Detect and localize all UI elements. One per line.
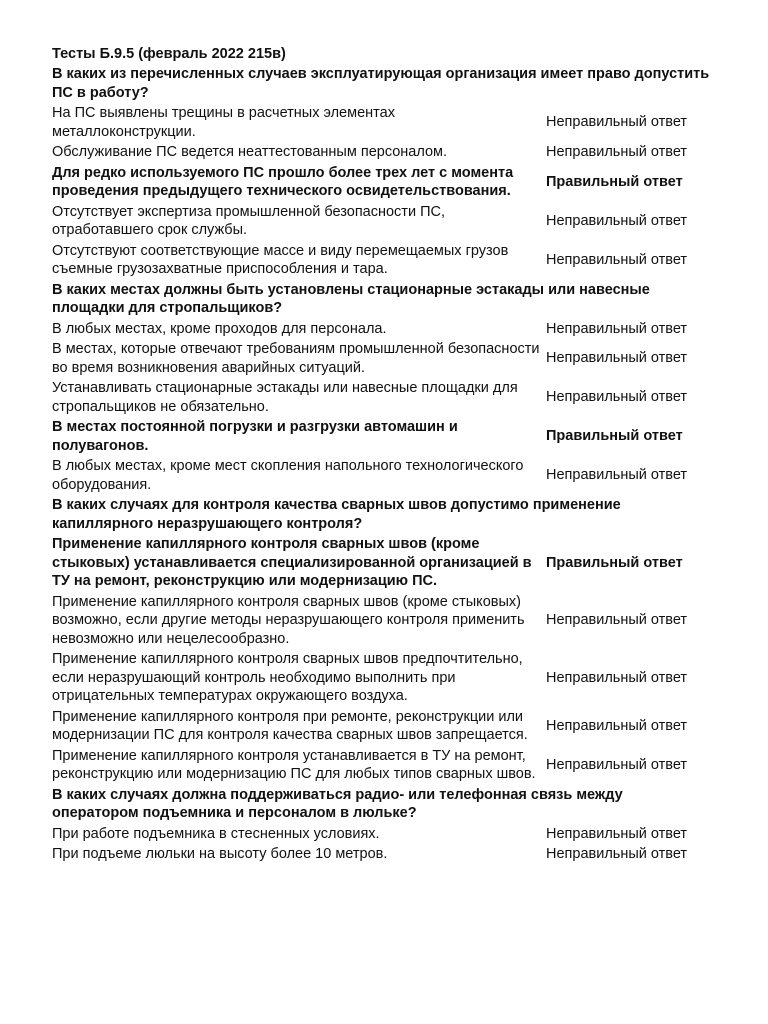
answer-text: Отсутствует экспертиза промышленной безопасности ПС, отработавшего срок службы.: [52, 203, 446, 238]
incorrect-answer-label: Неправильный ответ: [546, 212, 688, 229]
answer-text: Применение капиллярного контроля устанавливается в ТУ на ремонт, реконструкцию или модернизацию ПС для любых типов сварных швов.: [52, 747, 536, 782]
incorrect-answer-label: Неправильный ответ: [546, 251, 688, 268]
document-page: [52, 45, 717, 866]
answer-row: [52, 845, 717, 864]
answer-row: [52, 825, 717, 844]
incorrect-answer-label: Неправильный ответ: [546, 669, 688, 686]
answer-row: [52, 143, 717, 162]
question-text: В каких из перечисленных случаев эксплуатирующая организация имеет право допустить ПС в работу?: [52, 66, 710, 101]
answer-text: Применение капиллярного контроля при ремонте, реконструкции или модернизации ПС для контроля качества сварных швов запрещается.: [52, 708, 528, 743]
answer-row: [52, 457, 717, 494]
incorrect-answer-label: Неправильный ответ: [546, 320, 688, 337]
answer-text: Применение капиллярного контроля сварных швов (кроме стыковых) возможно, если другие методы неразрушающего контроля применить невозможно или нецелесообразно.: [52, 593, 525, 647]
correct-answer-label: Правильный ответ: [546, 173, 683, 190]
answer-text: При работе подъемника в стесненных условиях.: [52, 825, 380, 842]
answer-text: Применение капиллярного контроля сварных швов предпочтительно, если неразрушающий контроль необходимо выполнить при отрицательных температурах окружающего воздуха.: [52, 651, 523, 704]
incorrect-answer-label: Неправильный ответ: [546, 846, 688, 862]
question-text: В каких случаях должна поддерживаться радио- или телефонная связь между оператором подъемника и персоналом в люльке?: [52, 786, 623, 821]
answer-row: [52, 242, 717, 279]
answer-text: Устанавливать стационарные эстакады или навесные площадки для стропальщиков не обязательно.: [52, 380, 518, 415]
answer-row: [52, 708, 717, 745]
answer-text: Отсутствуют соответствующие массе и виду перемещаемых грузов съемные грузозахватные приспособления и тара.: [52, 242, 509, 277]
answer-row: [52, 535, 717, 591]
incorrect-answer-label: Неправильный ответ: [546, 825, 688, 842]
answer-row: [52, 593, 717, 649]
correct-answer-label: Правильный ответ: [546, 428, 683, 445]
answer-row: [52, 418, 717, 455]
question-list: [52, 65, 717, 864]
incorrect-answer-label: Неправильный ответ: [546, 717, 688, 734]
document-title: Тесты Б.9.5 (февраль 2022 215в): [52, 46, 286, 62]
answer-text: При подъеме люльки на высоту более 10 метров.: [52, 846, 388, 862]
answer-row: [52, 164, 717, 201]
incorrect-answer-label: Неправильный ответ: [546, 144, 688, 160]
answer-row: [52, 340, 717, 377]
incorrect-answer-label: Неправильный ответ: [546, 350, 688, 367]
incorrect-answer-label: Неправильный ответ: [546, 756, 688, 773]
answer-row: [52, 104, 717, 141]
answer-text: В любых местах, кроме мест скопления напольного технологического оборудования.: [52, 458, 524, 493]
answer-row: [52, 747, 717, 784]
correct-answer-label: Правильный ответ: [546, 554, 683, 571]
answer-text: В местах постоянной погрузки и разгрузки автомашин и полувагонов.: [52, 419, 458, 454]
answer-text: На ПС выявлены трещины в расчетных элементах металлоконструкции.: [52, 105, 395, 140]
incorrect-answer-label: Неправильный ответ: [546, 612, 688, 628]
answer-text: В любых местах, кроме проходов для персонала.: [52, 320, 387, 337]
answer-row: [52, 203, 717, 240]
question-text: В каких местах должны быть установлены стационарные эстакады или навесные площадки для стропальщиков?: [52, 281, 650, 316]
incorrect-answer-label: Неправильный ответ: [546, 467, 688, 484]
incorrect-answer-label: Неправильный ответ: [546, 114, 688, 131]
answer-text: В местах, которые отвечают требованиям промышленной безопасности во время возникновения аварийных ситуаций.: [52, 341, 540, 376]
answer-row: [52, 379, 717, 416]
incorrect-answer-label: Неправильный ответ: [546, 389, 688, 406]
answer-row: [52, 320, 717, 339]
answer-text: Для редко используемого ПС прошло более трех лет с момента проведения предыдущего технического освидетельствования.: [52, 164, 514, 199]
answer-text: Применение капиллярного контроля сварных швов (кроме стыковых) устанавливается специализированной организацией в ТУ на ремонт, реконструкцию или модернизацию ПС.: [52, 536, 532, 589]
answer-row: [52, 650, 717, 706]
question-text: В каких случаях для контроля качества сварных швов допустимо применение капиллярного неразрушающего контроля?: [52, 497, 621, 532]
answer-text: Обслуживание ПС ведется неаттестованным персоналом.: [52, 144, 448, 160]
